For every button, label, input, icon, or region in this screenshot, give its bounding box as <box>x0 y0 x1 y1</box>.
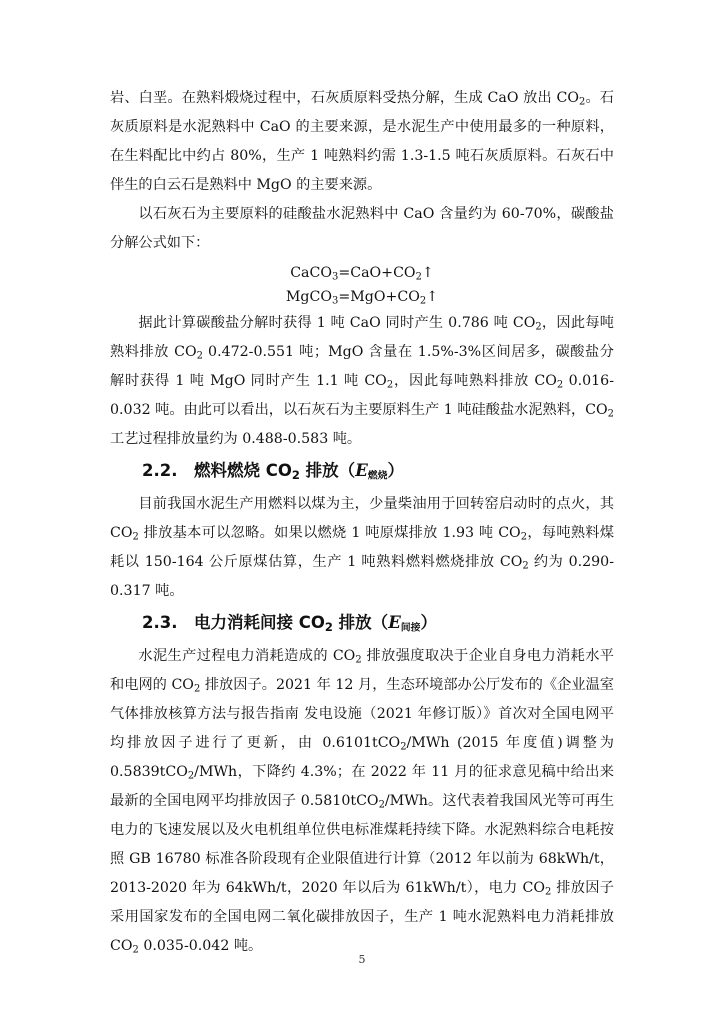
formula-caco3: $CaCO_3=CaO+CO_2↑$ <box>290 265 434 283</box>
formula-mgco3: $MgCO_3=MgO+CO_2↑$ <box>285 289 439 307</box>
section-heading-fuel-combustion: 2.2. 燃料燃烧 $CO_2$ 排放$(E_{燃烧})$ <box>142 461 405 482</box>
paragraph-fuel-combustion: 目前我国水泥生产用燃料以煤为主，少量柴油用于回转窑启动时的点火，其 $CO_2$ 排放基本可以忽略。如果以燃烧 1 吨原煤排放 1.93 吨 $CO_2$，每吨熟料煤耗以 150-164 公斤原煤估算，生产 1 吨熟料燃料燃烧排放 $CO_2$ 约为 0.290-0.317 吨。 <box>110 496 614 599</box>
body-text <box>110 84 614 961</box>
page-number: 5 <box>358 953 366 966</box>
paragraph-decomposition-calculation: 据此计算碳酸盐分解时获得 1 吨 CaO 同时产生 0.786 吨 $CO_2$，因此每吨熟料排放 $CO_2$ 0.472-0.551 吨；MgO 含量在 1.5%-3%区间居多，碳酸盐分解时获得 1 吨 MgO 同时产生 1.1 吨 $CO_2$，因此每吨熟料排放 $CO_2$ 0.016-0.032 吨。由此可以看出，以石灰石为主要原料生产 1 吨硅酸盐水泥熟料，$CO_2$ 工艺过程排放量约为 0.488-0.583 吨。 <box>110 315 614 447</box>
paragraph-cao-content: 以石灰石为主要原料的硅酸盐水泥熟料中 CaO 含量约为 60-70%，碳酸盐分解公式如下： <box>110 206 614 251</box>
section-heading-electricity-indirect: 2.3. 电力消耗间接 $CO_2$ 排放$(E_{间接})$ <box>142 613 438 634</box>
paragraph-electricity-consumption: 水泥生产过程电力消耗造成的 $CO_2$ 排放强度取决于企业自身电力消耗水平和电网的 $CO_2$ 排放因子。2021 年 12 月，生态环境部办公厅发布的《企业温室气体排放核算方法与报告指南 发电设施（2021 年修订版）》首次对全国电网平均排放因子进行了更新，由 0.6101tCO$_2$/MWh (2015 年度值)调整为 0.5839tCO$_2$/MWh，下降约 4.3%；在 2022 年 11 月的征求意见稿中给出来最新的全国电网平均排放因子 0.5810tCO$_2$/MWh。这代表着我国风光等可再生电力的飞速发展以及火电机组单位供电标准煤耗持续下降。水泥熟料综合电耗按照 GB 16780 标准各阶段现有企业限值进行计算（2012 年以前为 68kWh/t，2013-2020 年为 64kWh/t，2020 年以后为 61kWh/t），电力 $CO_2$ 排放因子采用国家发布的全国电网二氧化碳排放因子，生产 1 吨水泥熟料电力消耗排放 $CO_2$ 0.035-0.042 吨。 <box>110 648 615 956</box>
paragraph-limestone-source: 岩、白垩。在熟料煅烧过程中，石灰质原料受热分解，生成 CaO 放出 $CO_2$。石灰质原料是水泥熟料中 CaO 的主要来源，是水泥生产中使用最多的一种原料，在生料配比中约占 80%，生产 1 吨熟料约需 1.3-1.5 吨石灰质原料。石灰石中伴生的白云石是熟料中 MgO 的主要来源。 <box>110 90 614 193</box>
